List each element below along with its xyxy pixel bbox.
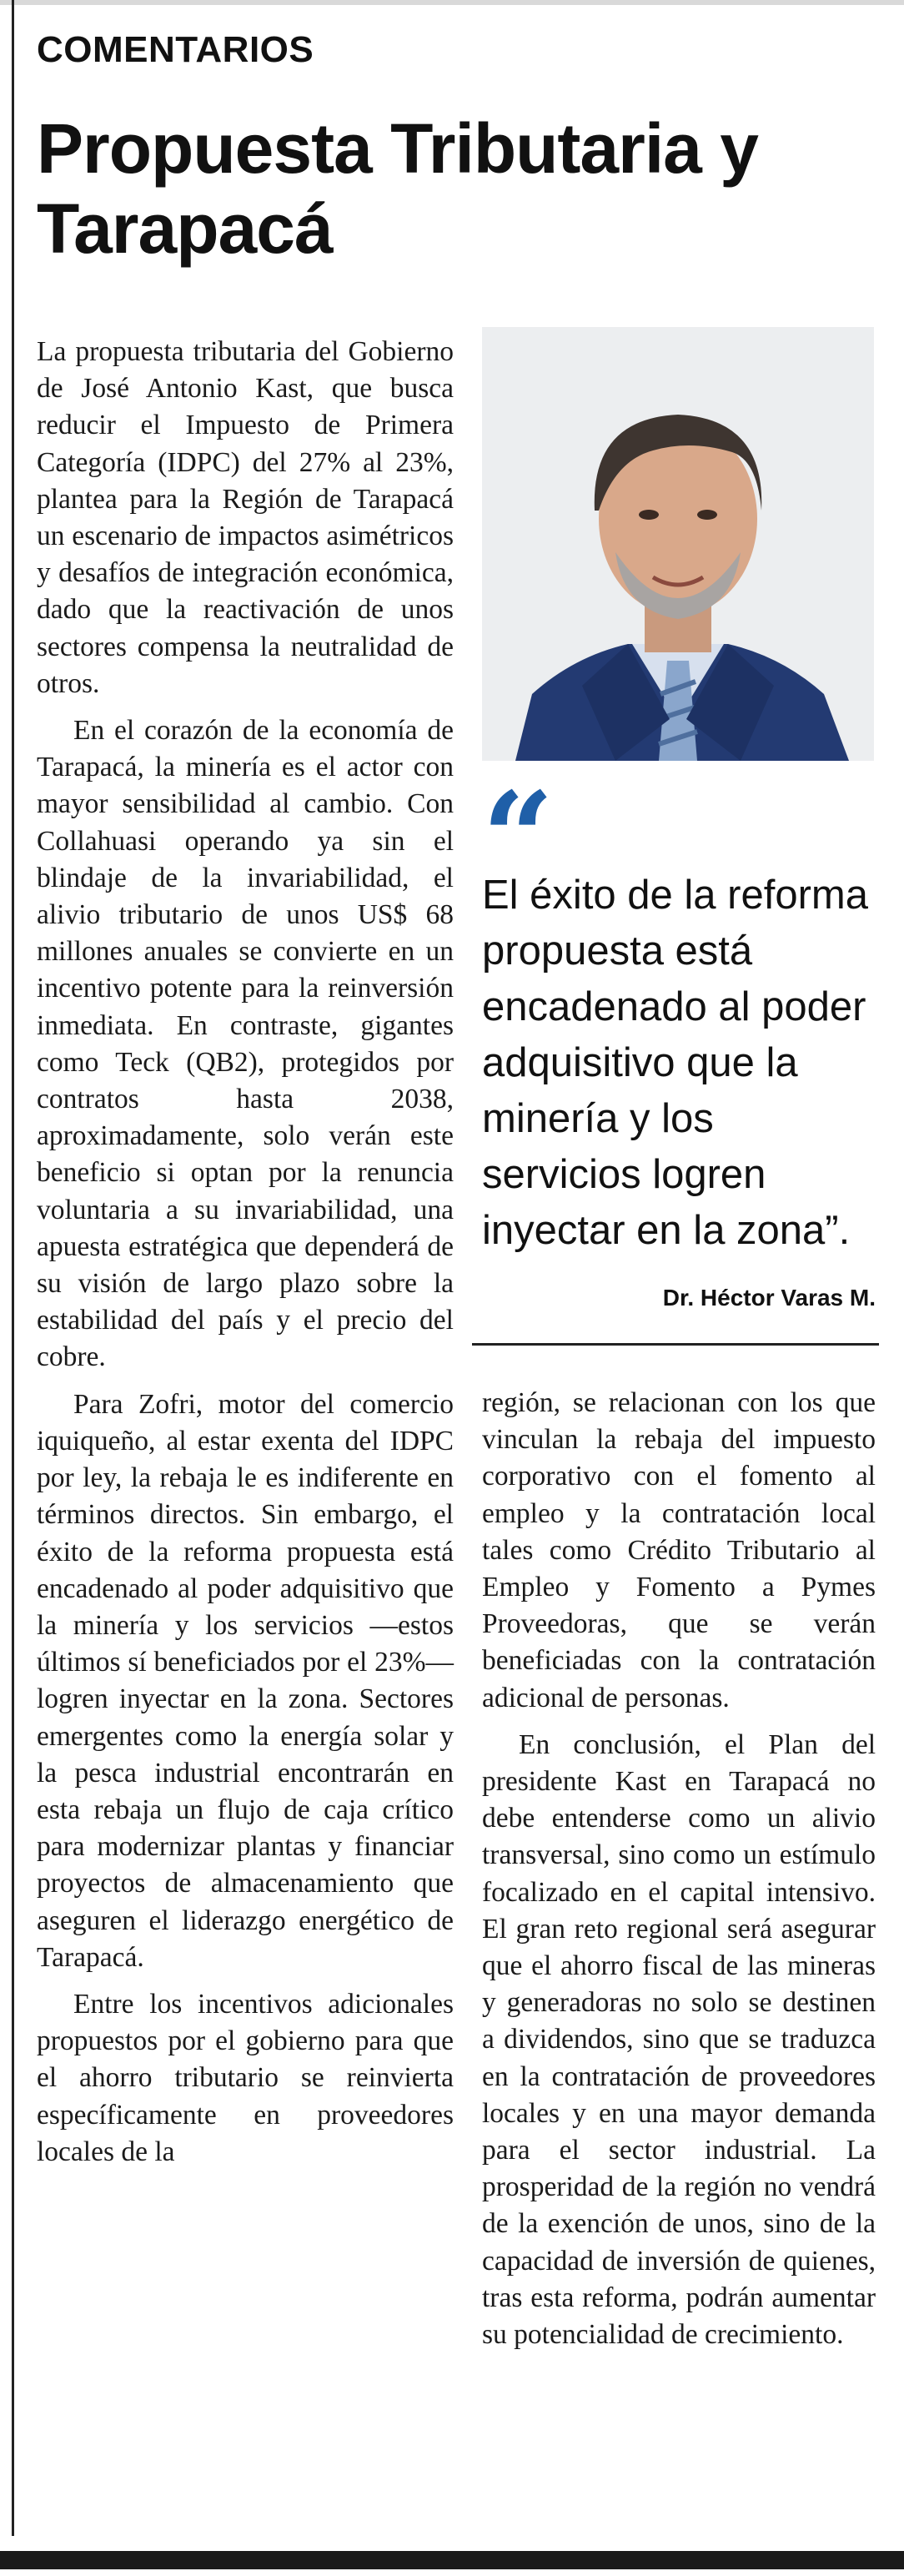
author-portrait-illustration	[482, 327, 874, 761]
left-column-rule	[12, 0, 14, 2536]
article-left-column	[37, 334, 454, 2181]
bottom-rule	[0, 2551, 904, 2569]
article-paragraph: Para Zofri, motor del comercio iquiqueño, al estar exenta del IDPC por ley, la rebaja le es indiferente en términos directos. Sin embargo, el éxito de la reforma propuesta está encadenado al poder adquisitivo que la minería y los servicios —estos últimos sí beneficiados por el 23%— logren inyectar en la zona. Sectores emergentes como la energía solar y la pesca industrial encontrarán en esta rebaja un flujo de caja crítico para modernizar plantas y financiar proyectos de almacenamiento que aseguren el liderazgo energético de Tarapacá.	[37, 1388, 454, 1973]
section-label: COMENTARIOS	[37, 29, 314, 70]
pull-quote: El éxito de la reforma propuesta está encadenado al poder adquisitivo que la minería y los servicios logren inyectar en la zona”.	[482, 873, 868, 1253]
article-right-column	[482, 1385, 876, 2363]
article-paragraph: En conclusión, el Plan del presidente Kast en Tarapacá no debe entenderse como un alivio transversal, sino como un estímulo focalizado en el capital intensivo. El gran reto regional será asegurar que el ahorro fiscal de las mineras y generadoras no solo se destinen a dividendos, sino que se traduzca en la contratación de proveedores locales y en una mayor demanda para el sector industrial. La prosperidad de la región no vendrá de la exención de unos, sino de la capacidad de inversión de quienes, tras esta reforma, podrán aumentar su potencialidad de crecimiento.	[482, 1728, 876, 2351]
article-paragraph: Entre los incentivos adicionales propuestos por el gobierno para que el ahorro tributario se reinvierta específicamente en proveedores locales de la	[37, 1988, 454, 2167]
author-photo	[482, 327, 874, 761]
article-headline: Propuesta Tributaria y Tarapacá	[37, 109, 758, 268]
article-paragraph: La propuesta tributaria del Gobierno de José Antonio Kast, que busca reducir el Impuesto de Primera Categoría (IDPC) del 27% al 23%, plantea para la Región de Tarapacá un escenario de impactos asimétricos y desafíos de integración económica, dado que la reactivación de unos sectores compensa la neutralidad de otros.	[37, 336, 454, 699]
article-paragraph: región, se relacionan con los que vinculan la rebaja del impuesto corporativo con el fomento al empleo y la contratación local tales como Crédito Tributario al Empleo y Fomento a Pymes Proveedoras, que se verán beneficiadas con la contratación adicional de personas.	[482, 1387, 876, 1713]
quote-mark-icon: “	[482, 765, 555, 912]
column-divider	[472, 1343, 879, 1346]
quote-author: Dr. Héctor Varas M.	[662, 1285, 876, 1311]
article-paragraph: En el corazón de la economía de Tarapacá, la minería es el actor con mayor sensibilidad al cambio. Con Collahuasi operando ya sin el blindaje de la invariabilidad, el alivio tributario de unos US$ 68 millones anuales se convierte en un incentivo potente para la reinversión inmediata. En contraste, gigantes como Teck (QB2), protegidos por contratos hasta 2038, aproximadamente, solo verán este beneficio si optan por la renuncia voluntaria a su invariabilidad, una apuesta estratégica que dependerá de su visión de largo plazo sobre la estabilidad del país y el precio del cobre.	[37, 715, 454, 1373]
top-rule	[0, 0, 904, 5]
